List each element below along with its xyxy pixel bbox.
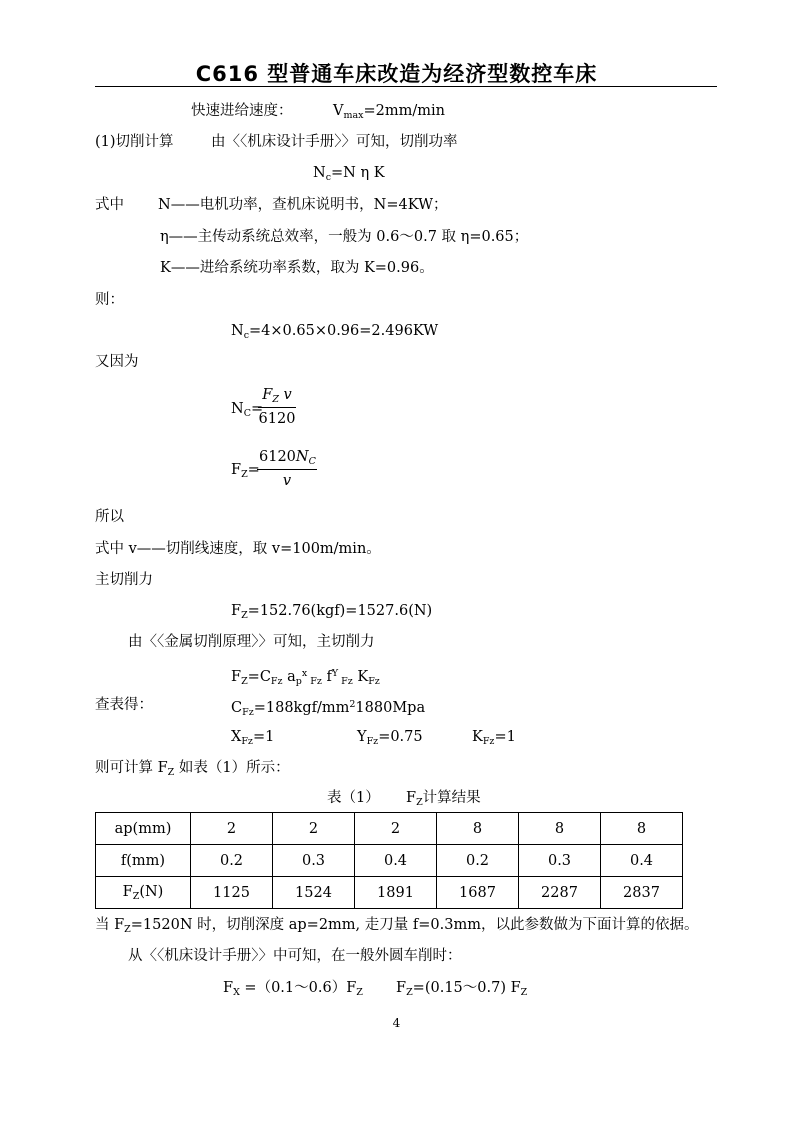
cf-sub4: Fz [307,676,322,687]
row-header-fz [96,877,191,909]
fx-f: F [223,980,234,996]
fx-range [223,979,363,1002]
cf-sub2: Fz [270,676,283,687]
f1-eq: = [250,401,264,417]
yfz-y: Y [357,729,367,745]
table-cell: 0.3 [273,845,355,877]
formula-rest: =N η K [331,165,385,181]
main-cutting-force-value [231,602,432,625]
where-label: 式中 [95,197,124,213]
table-cell: 2837 [601,877,683,909]
row-label: ap(mm) [114,820,172,837]
table-cell: 2 [355,813,437,845]
row-header-f [96,845,191,877]
fx-fz-sub: Z [356,987,363,998]
cfz-val: =188kgf/mm [253,700,350,716]
yfz-value [357,728,423,751]
therefore-label: 所以 [95,509,124,525]
sel-a: 当 F [95,917,125,933]
selected-parameters [95,916,698,939]
yfz-sub: Fz [366,736,379,747]
table-row [96,845,683,877]
cf-a: a [282,669,296,685]
cfz-c: C [231,700,243,716]
v-value: =2mm/min [363,103,446,119]
fz2-fz-sub: Z [520,987,528,998]
result-value: =4×0.65×0.96=2.496KW [249,323,439,339]
fz2-range-text: =(0.15～0.7) F [412,980,521,996]
caption-sub: Z [416,797,423,808]
then-label: 则： [95,292,124,308]
fraction2-numerator [257,449,317,467]
cf-sup2: Y [331,668,339,679]
table-cell: 0.2 [191,845,273,877]
kfz-val: =1 [494,729,516,745]
fz2-f: F [396,980,407,996]
sel-sub: Z [124,924,131,935]
kfz-sub: Fz [482,736,495,747]
kfz-k: K [472,729,483,745]
v-symbol: V [333,103,344,119]
cf-sup1: x [301,668,308,679]
cfz-sub: Fz [242,707,254,718]
table-cell: 8 [519,813,601,845]
cf-f: F [231,669,242,685]
page-number: 4 [392,1016,401,1030]
xfz-val: =1 [252,729,275,745]
caption-text: 计算结果 [422,790,481,806]
table-cell: 2287 [519,877,601,909]
cf-c: =C [247,669,271,685]
f2-num-n: N [295,449,309,465]
main-cutting-force-label: 主切削力 [95,572,153,588]
f1-n: N [231,401,244,417]
cutting-force-formula [231,665,380,691]
fraction1 [258,387,296,427]
because-label: 又因为 [95,354,139,370]
fx-sub: X [233,987,240,998]
cf-f2: f [321,669,332,685]
rapid-feed-label: 快速进给速度： [191,103,293,119]
fx-range-text: =（0.1～0.6）F [239,980,357,996]
fz2-sub: Z [406,987,413,998]
fraction2-bar [257,469,317,470]
row-header-ap [96,813,191,845]
handbook-intro: 从〈〈机床设计手册〉〉中可知，在一般外圆车削时： [128,948,462,964]
table-intro [95,759,290,782]
fz-f: F [231,603,242,619]
page-header-title: C616 型普通车床改造为经济型数控车床 [195,62,598,86]
formula-n: N [313,165,326,181]
fraction2-lhs [231,461,260,484]
cf-k: K [352,669,369,685]
f1-num-f: F [262,387,273,403]
sel-b: =1520N 时，切削深度 ap=2mm, 走刀量 f=0.3mm，以此参数做为下面计算的依据。 [130,917,699,933]
f1-num-sub: Z [272,394,279,405]
xfz-x: X [231,729,242,745]
table-cell: 0.3 [519,845,601,877]
cf-sub5: Fz [338,676,353,687]
f2-f-sub: Z [241,469,248,480]
f2-num-6120: 6120 [259,449,296,465]
lookup-label: 查表得： [95,697,153,713]
cutting-power-intro: 由〈〈机床设计手册〉〉可知，切削功率 [211,134,458,150]
fraction2 [257,449,317,489]
table-cell: 1891 [355,877,437,909]
f2-f: F [231,462,242,478]
fz-range [396,979,527,1002]
result-n: N [231,323,244,339]
xfz-sub: Fz [241,736,253,747]
table-cell: 0.4 [601,845,683,877]
table-row [96,877,683,909]
section-heading-cutting: (1)切削计算 [95,134,174,150]
table-cell: 2 [273,813,355,845]
f2-eq: = [247,462,260,478]
fraction2-denominator: v [282,473,292,489]
table-row [96,813,683,845]
def-motor-power: N——电机功率，查机床说明书，N=4KW； [158,197,448,213]
fraction1-denominator: 6120 [258,411,296,427]
cf-sub1: Z [241,676,248,687]
cfz-value [231,696,425,722]
def-cutting-speed: 式中 v——切削线速度，取 v=100m/min。 [95,541,381,557]
row-label-sub: Z [132,890,140,902]
table-intro-b: 如表（1）所示： [174,760,290,776]
f1-n-sub: C [243,408,251,419]
table-cell: 8 [601,813,683,845]
fraction1-numerator [258,387,296,405]
yfz-val: =0.75 [378,729,423,745]
row-label: f(mm) [120,852,166,869]
rapid-feed-value [333,102,445,125]
table-cell: 8 [437,813,519,845]
formula-n-sub: c [325,172,332,183]
power-result [231,322,438,345]
def-efficiency: η——主传动系统总效率，一般为 0.6～0.7 取 η=0.65； [160,229,529,245]
cf-sub6: Fz [368,676,380,687]
table-cell: 2 [191,813,273,845]
row-label-unit: (N) [139,883,164,900]
f1-num-v: v [283,387,292,403]
table-cell: 1125 [191,877,273,909]
caption-f: F [406,790,417,806]
table-cell: 1524 [273,877,355,909]
table-intro-sub: Z [167,767,175,778]
table-cell: 1687 [437,877,519,909]
cfz-mpa: 1880Mpa [355,700,426,716]
def-feed-coefficient: K——进给系统功率系数，取为 K=0.96。 [160,260,434,276]
fz-result-table [95,812,683,909]
table-cell: 0.4 [355,845,437,877]
fz-sub: Z [241,610,248,621]
table-intro-a: 则可计算 F [95,760,168,776]
metal-cutting-intro: 由〈〈金属切削原理〉〉可知，主切削力 [128,634,375,650]
row-label: F [122,883,133,900]
cfz-sup: 2 [349,699,356,710]
table-cell: 0.2 [437,845,519,877]
table-caption-number: 表（1） [327,790,380,806]
table-caption-title [406,789,481,812]
power-formula [313,164,385,187]
result-n-sub: c [243,330,250,341]
cf-sub3: p [295,676,302,687]
fraction1-bar [258,407,296,408]
kfz-value [472,728,516,751]
fz-value: =152.76(kgf)=1527.6(N) [247,603,433,619]
header-rule [95,86,717,87]
f2-num-sub: C [308,456,316,467]
xfz-value [231,728,274,751]
v-sub: max [343,110,364,121]
